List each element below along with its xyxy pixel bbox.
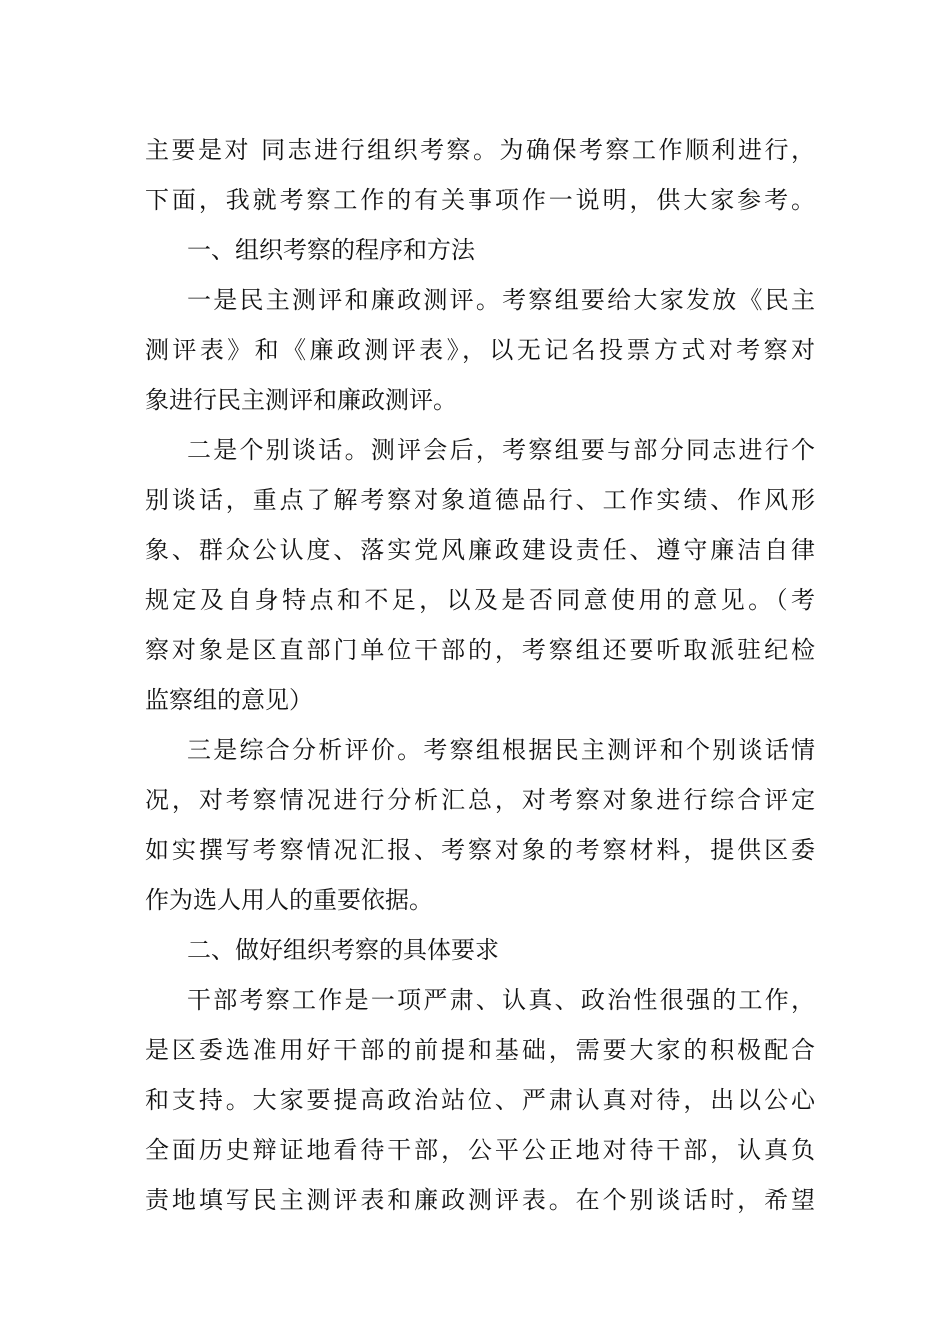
body-text-line: 别谈话，重点了解考察对象道德品行、工作实绩、作风形 [145, 486, 815, 514]
body-text-line: 二是个别谈话。测评会后，考察组要与部分同志进行个 [187, 436, 815, 464]
body-text-line: 和支持。大家要提高政治站位、严肃认真对待，出以公心 [145, 1086, 815, 1114]
body-text-line: 况，对考察情况进行分析汇总，对考察对象进行综合评定 [145, 786, 815, 814]
section-heading: 二、做好组织考察的具体要求 [187, 936, 499, 964]
body-text-line: 三是综合分析评价。考察组根据民主测评和个别谈话情 [187, 736, 815, 764]
body-text-line: 干部考察工作是一项严肃、认真、政治性很强的工作， [187, 986, 815, 1014]
body-text-line: 象进行民主测评和廉政测评。 [145, 386, 457, 414]
body-text-line: 测评表》和《廉政测评表》，以无记名投票方式对考察对 [145, 336, 815, 364]
body-text-line: 象、群众公认度、落实党风廉政建设责任、遵守廉洁自律 [145, 536, 815, 564]
body-text-line: 规定及自身特点和不足，以及是否同意使用的意见。（考 [145, 586, 815, 614]
body-text-line: 监察组的意见） [145, 686, 313, 714]
body-text-line: 主要是对 同志进行组织考察。为确保考察工作顺利进行， [145, 136, 815, 164]
body-text-line: 责地填写民主测评表和廉政测评表。在个别谈话时，希望 [145, 1186, 815, 1214]
body-text-line: 是区委选准用好干部的前提和基础，需要大家的积极配合 [145, 1036, 815, 1064]
body-text-line: 如实撰写考察情况汇报、考察对象的考察材料，提供区委 [145, 836, 815, 864]
body-text-line: 一是民主测评和廉政测评。考察组要给大家发放《民主 [187, 286, 815, 314]
body-text-line: 下面，我就考察工作的有关事项作一说明，供大家参考。 [145, 186, 815, 214]
body-text-line: 全面历史辩证地看待干部，公平公正地对待干部，认真负 [145, 1136, 815, 1164]
body-text-line: 作为选人用人的重要依据。 [145, 886, 433, 914]
section-heading: 一、组织考察的程序和方法 [187, 236, 475, 264]
body-text-line: 察对象是区直部门单位干部的，考察组还要听取派驻纪检 [145, 636, 815, 664]
